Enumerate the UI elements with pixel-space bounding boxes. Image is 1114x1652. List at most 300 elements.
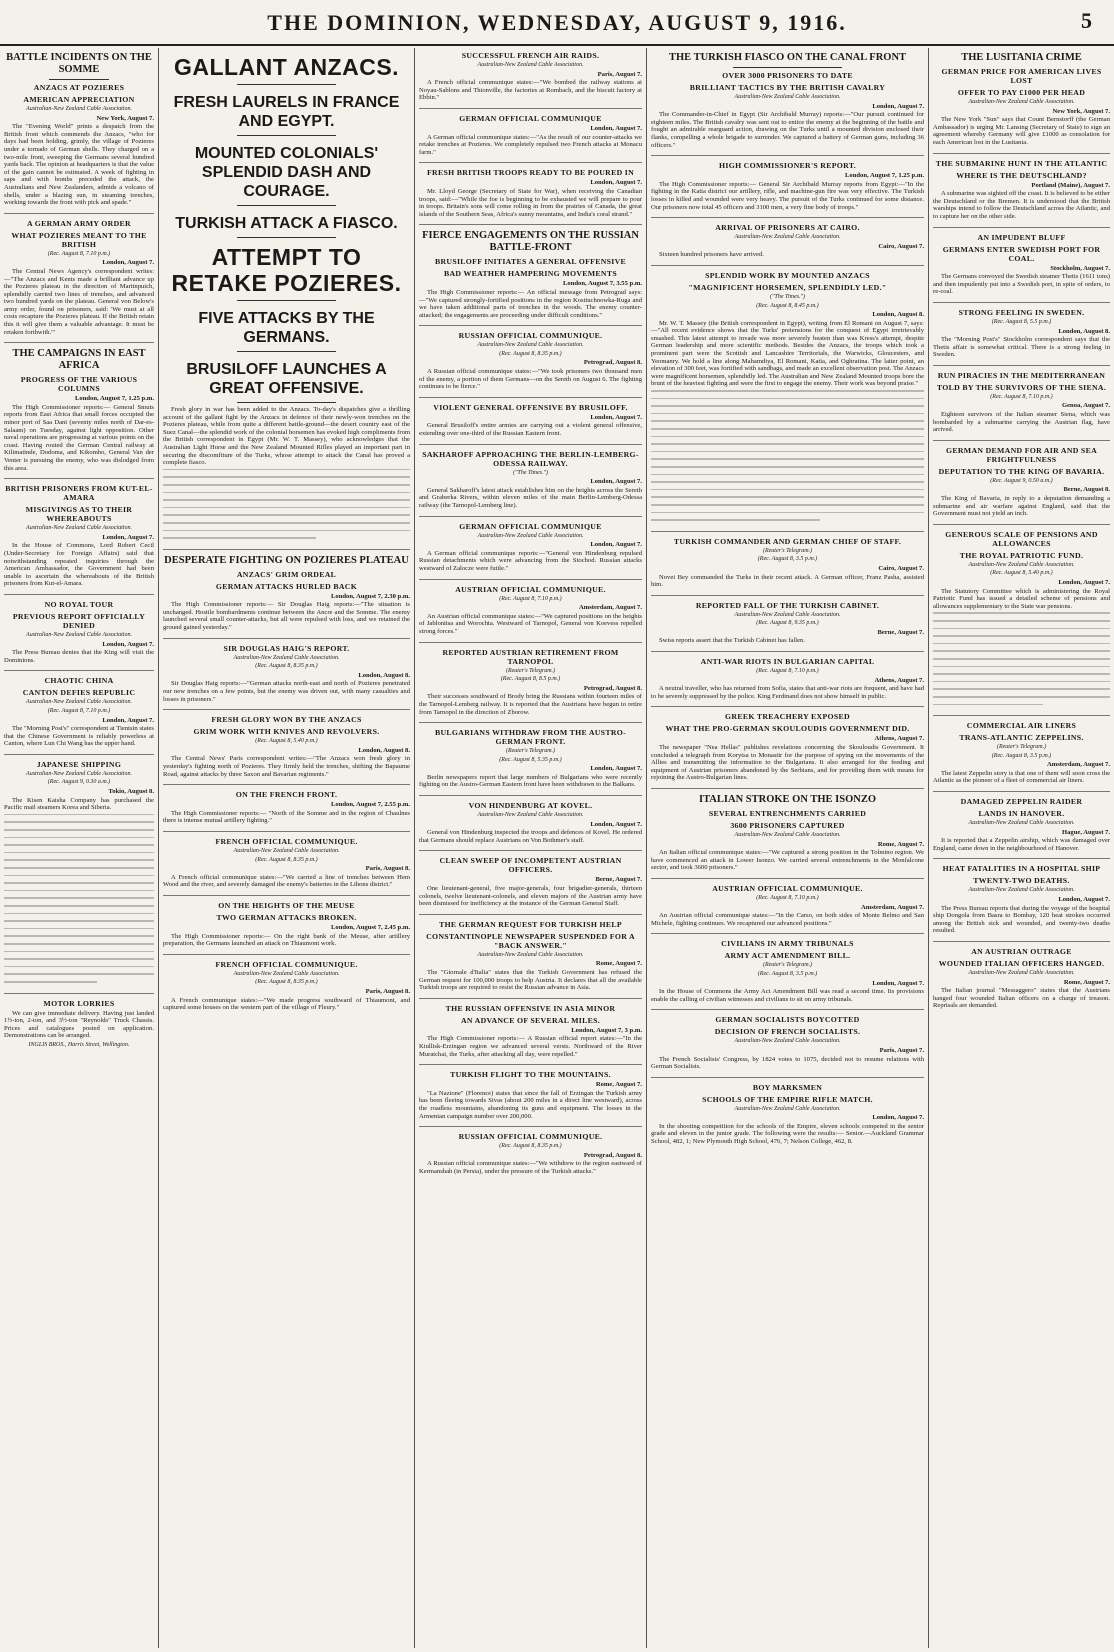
article-body: The Germans convoyed the Swedish steamer Thetis (1611 tons) and then impudently put into a Swedish port, in spite of orders, to re-coal. [933,273,1110,296]
credit-line: Australian-New Zealand Cable Association. [233,847,340,854]
article-boy-marksmen [651,1083,924,1152]
article-japanese-shipping [4,760,154,994]
column-3 [414,48,646,1648]
subheadline: CANTON DEFIES REPUBLIC [22,688,136,698]
headline: ON THE FRENCH FRONT. [235,790,338,800]
subheadline: TWO GERMAN ATTACKS BROKEN. [216,912,357,922]
article-body: "La Nazione" (Florence) states that since the fall of Erzingan the Turkish army has been fleeing towards Sivas (about 200 miles in a direct line westward), across the roadless mountains, abandoning its guns and equipment. The losses in the Armenian campaign number over 200,000. [419,1089,642,1120]
article-high-commissioner [651,161,924,218]
subheadline: WHERE IS THE DEUTSCHLAND? [956,170,1087,180]
article-french-front [163,790,410,832]
credit-line: Australian-New Zealand Cable Association. [26,699,132,706]
credit-line: Australian-New Zealand Cable Association. [26,770,132,777]
dateline: Petrograd, August 8. [583,1151,642,1159]
received-line: (Rec. August 8, 3.5 p.m.) [757,556,818,563]
article-submarine-hunt [933,159,1110,228]
received-line: (Rec. August 8, 5.40 p.m.) [990,570,1053,577]
headline: TURKISH COMMANDER AND GERMAN CHIEF OF STAFF. [673,536,902,546]
article-body: Eighteen survivors of the Italian steamer Siena, which was bombarded by a submarine carrying the Austrian flag, have arrived. [933,411,1110,434]
headline: RUN PIRACIES IN THE MEDITERRANEAN [937,370,1106,380]
dateline: Cairo, August 7. [878,242,924,250]
credit-line: Australian-New Zealand Cable Association. [968,561,1075,568]
unreadable-text [4,814,154,983]
article-body: Novei Bey commanded the Turks in their recent attack. A German officer, Franz Pasha, assisted him. [651,573,924,589]
dateline: Paris, August 7. [597,70,642,78]
subheadline: CONSTANTINOPLE NEWSPAPER SUSPENDED FOR A "BACK ANSWER." [426,931,635,950]
credit-line: Australian-New Zealand Cable Association. [734,832,841,838]
subheadline: WHAT THE PRO-GERMAN SKOULOUDIS GOVERNMENT DID. [665,724,910,734]
headline: FRENCH OFFICIAL COMMUNIQUE. [215,836,358,846]
headline: HEAT FATALITIES IN A HOSPITAL SHIP [942,864,1101,874]
article-lusitania [933,52,1110,154]
dateline: Amsterdam, August 7. [1046,761,1110,769]
column-1 [0,48,158,1648]
headline: AUSTRIAN OFFICIAL COMMUNIQUE. [712,883,863,893]
article-body: One lieutenant-general, five major-generals, four brigadier-generals, thirteen colonels, twelve lieutenant-colonels, and eleven majors of the Austrian army have been dismissed for inefficiency at the instance of the German General Staff. [419,885,642,908]
headline: THE TURKISH FIASCO ON THE CANAL FRONT [668,52,907,63]
received-line: (Rec. August 8, 7.10 p.m.) [756,894,819,901]
headline: ARRIVAL OF PRISONERS AT CAIRO. [715,223,860,233]
received-line: (Rec. August 8, 9.35 p.m.) [756,620,819,627]
credit-line: Australian-New Zealand Cable Association. [233,654,340,661]
article-turkish-fiasco [651,52,924,156]
dateline: Berne, August 7. [877,628,924,636]
headline: COMMERCIAL AIR LINERS [966,721,1077,731]
article-body: Their successes southward of Brody bring the Russians within fourteen miles of the Tarnopol-Lemberg railway. It is reported that the Austrians have begun to retire from Tarnopol in the direction of Zborow. [419,693,642,716]
credit-line: Australian-New Zealand Cable Association. [734,1105,841,1112]
article-battle-incidents [4,52,154,214]
subheadline: ANZACS' GRIM ORDEAL [236,569,337,579]
headline: REPORTED FALL OF THE TURKISH CABINET. [695,600,880,610]
column-2 [158,48,414,1648]
article-body: It is reported that a Zeppelin airship, which was damaged over England, came down in the neighbourhood of Hanover. [933,837,1110,852]
dateline: Genoa, August 7. [1062,402,1110,410]
article-body: A Russian official communique states:—"We withdrew to the region eastward of Kermanshah (in Persia), under the pressure of the Turkish attacks." [419,1160,642,1175]
article-turkish-cabinet [651,601,924,652]
article-fresh-glory [163,715,410,785]
subheadline: DECISION OF FRENCH SOCIALISTS. [714,1027,861,1037]
page-number: 5 [1081,8,1092,33]
article-austrian-officers [419,856,642,914]
subheadline: ARMY ACT AMENDMENT BILL. [724,951,851,961]
dateline: London, August 7, 2.30 p.m. [331,592,410,600]
dateline: New York, August 7. [1052,107,1110,115]
masthead [0,0,1114,46]
article-body: Swiss reports assert that the Turkish Cabinet has fallen. [659,637,805,645]
subheadline: OVER 3000 PRISONERS TO DATE [722,71,853,80]
article-body: The Press Bureau denies that the King will visit the Dominions. [4,649,154,664]
credit-line: (Reuter's Telegram.) [762,962,813,969]
subheadline: TRANS-ATLANTIC ZEPPELINS. [959,733,1084,743]
article-body: Sixteen hundred prisoners have arrived. [659,251,764,259]
article-royal-tour [4,600,154,671]
headline: GERMAN OFFICIAL COMMUNIQUE [459,521,602,531]
received-line: (Rec. August 9, 0.50 a.m.) [990,477,1053,484]
headline: HIGH COMMISSIONER'S REPORT. [719,161,856,171]
dateline: London, August 7. [872,1114,924,1122]
credit-line: Australian-New Zealand Cable Association. [734,611,841,618]
dateline: London, August 7. [590,765,642,773]
headline: GERMAN SOCIALISTS BOYCOTTED [715,1015,860,1025]
credit-line: Australian-New Zealand Cable Association. [968,887,1075,894]
headline: ITALIAN STROKE ON THE ISONZO [699,794,876,805]
dateline: Rome, August 7. [877,840,924,848]
headline: GERMAN DEMAND FOR AIR AND SEA FRIGHTFULNESS [946,445,1097,464]
credit-line: Australian-New Zealand Cable Association. [26,525,132,532]
dateline: Rome, August 7. [595,1081,642,1089]
dateline: London, August 7. [1058,896,1110,904]
article-impudent-bluff [933,233,1110,303]
received-line: (Rec. August 8, 5.5 p.m.) [991,318,1052,325]
credit-line: Australian-New Zealand Cable Association. [477,532,584,539]
article-bulgarians-withdraw [419,728,642,796]
headline: ON THE HEIGHTS OF THE MEUSE [218,900,355,910]
article-body: The latest Zeppelin story is that one of them will soon cross the Atlantic as the pioneer of a fleet of commercial air liners. [933,769,1110,785]
subheadline: GERMAN PRICE FOR AMERICAN LIVES LOST [941,67,1102,85]
dateline: London, August 8. [358,671,410,679]
lead-headline-block [163,54,410,550]
article-haig-report [163,644,410,711]
newspaper-page [0,48,1114,1648]
received-line: (Rec. August 8, 8.35 p.m.) [255,979,318,986]
article-greek-treachery [651,712,924,789]
main-headline: GALLANT ANZACS. [173,54,400,80]
headline: SUCCESSFUL FRENCH AIR RAIDS. [461,51,600,60]
unreadable-text [163,469,410,539]
subheadline: BAD WEATHER HAMPERING MOVEMENTS [444,269,617,279]
headline: SAKHAROFF APPROACHING THE BERLIN-LEMBERG-ODESSA RAILWAY. [422,449,639,468]
headline: CIVILIANS IN ARMY TRIBUNALS [721,939,854,949]
credit-line: Australian-New Zealand Cable Association. [233,970,340,977]
article-body: The High Commissioner reports:— An official message from Petrograd says:—"We captured strongly-fortified positions in the region Kostiuchnowka-Ruga and we have taken additional parts of trenches in the woods. The enemy counter-attacked; the engagements are proceeding under difficult conditions." [419,288,642,319]
headline: THE SUBMARINE HUNT IN THE ATLANTIC [935,158,1108,168]
dateline: London, August 7. [590,541,642,549]
subheadline: THE ROYAL PATRIOTIC FUND. [959,550,1084,560]
subheadline: OFFER TO PAY £1000 PER HEAD [957,88,1086,97]
headline: VON HINDENBURG AT KOVEL. [468,801,593,811]
credit-line: ("The Times.") [769,293,806,300]
received-line: (Rec. August 8, 7.10 p.m.) [990,393,1053,400]
headline: JAPANESE SHIPPING [36,759,122,769]
headline: BRITISH PRISONERS FROM KUT-EL-AMARA [5,484,153,503]
summary-paragraph: Fresh glory in war has been added to the Anzacs. To-day's dispatches give a thrilling account of the gallant fight by the Anzacs in defence of their newly-won trenches on the Pozieres plateau, while from quite a different battle-ground—the desert country east of the Suez Canal—the splendid work of the colonial horsemen has evoked high compliments from the British correspondent in Egypt (Mr. W. T. Massey), who acknowledges that the Australian Light Horse and the New Zealand Mounted Rifles played an important part in securing the discomfiture of the Turks, whose attempt to attack the Canal has proved a complete fiasco. [163,406,410,467]
received-line: (Rec. August 9, 0.30 a.m.) [47,779,111,786]
article-russian-communique [419,331,642,398]
credit-line: ("The Times.") [512,469,549,476]
article-body: The High Commissioner reports:— "North of the Somme and in the region of Chaulnes there is intense mutual artillery fighting." [163,809,410,825]
article-body: Mr. W. T. Massey (the British correspondent in Egypt), writing from El Romani on August 7, says:—"All recent evidence shows that the Turks' pretensions for the conquest of Egypt irretrievably smashed. This latest attempt to invade was more severely beaten than was Kress's attempt, despite German leadership and more scientific methods. Besides the Anzacs, the troops which took a prominent part were the Scottish and Lancashire Territorials, the Warwicks, Gloucesters, and Yeomanry. We hold a line along Mahamdiya, El Romani, Katia, and Oghratina. The latter point, an elevation of 300 feet, was fortified with sandbags, and made an excellent observation post. The Anzacs were magnificent horsemen, splendidly led. The Australian and New Zealand Mounted troops bore the brunt of the heaviest fighting and were the first to engage the enemy. Their work was beyond praise." [651,319,924,388]
dateline: London, August 7. [102,640,154,648]
article-tarnopol [419,648,642,724]
article-body: The newspaper "Nea Hellas" publishes revelations concerning the Skouloudis Government. It concluded a telegraph from Korytsa to Monastir for the purpose of spying on the movements of the Allies and transmitting the information to the Bulgarians. It also arranged for the feeding and equipment of Austrian prisoners abandoned by the Serbians, and for providing them with means for rejoining the Austro-Bulgarian lines. [651,744,924,782]
advert-body: We can give immediate delivery. Having just landed 1½-ton, 2-ton, and 3½-ton "Reynolds" Truck Chassis. Prices and catalogues posted on application. Demonstrations can be arranged. [4,1009,154,1040]
article-austrian-outrage [933,947,1110,1016]
article-austrian-communique [419,585,642,643]
headline: AUSTRIAN OFFICIAL COMMUNIQUE. [455,584,606,594]
dateline: Paris, August 7. [879,1046,924,1054]
article-turkish-flight [419,1070,642,1127]
received-line: (Rec. August 8, 8.35 p.m.) [255,663,318,670]
credit-line: (Reuter's Telegram.) [762,547,813,554]
headline: MOTOR LORRIES [43,998,115,1008]
article-fresh-troops [419,168,642,225]
article-body: A Russian official communique states:—"We took prisoners two thousand men of the enemy, a portion of them Germans—on the Sereth on August 6. The fighting continues to be fierce." [419,368,642,391]
article-east-africa [4,348,154,479]
credit-line: Australian-New Zealand Cable Association. [968,99,1075,105]
headline: BATTLE INCIDENTS ON THE SOMME [6,52,152,75]
article-frightfulness [933,446,1110,525]
article-sakharoff [419,450,642,517]
headline: ANTI-WAR RIOTS IN BULGARIAN CAPITAL [700,657,875,667]
dateline: London, August 7, 2.55 p.m. [331,801,410,809]
credit-line: Australian-New Zealand Cable Association. [734,234,841,241]
article-body: The French Socialists' Congress, by 1824 votes to 1075, decided not to resume relations with German Socialists. [651,1055,924,1071]
article-body: A French official communique states:—"We carried a line of trenches between Hem Wood and the river, and severely damaged the enemy's batteries in the Lihons district." [163,873,410,889]
headline: RUSSIAN OFFICIAL COMMUNIQUE. [458,1132,603,1142]
dateline: London, August 7, 1.25 p.m. [845,172,924,180]
dateline: Stockholm, August 7. [1050,264,1110,272]
column-5 [928,48,1114,1648]
dateline: London, August 7. [590,413,642,421]
article-body: A submarine was sighted off the coast. It is believed to be either the Deutschland or the Bremen. It is understood that the British warships intend to follow the Deutschland across the Atlantic, and to capture her on the other side. [933,190,1110,220]
article-body: The Press Bureau reports that during the voyage of the hospital ship Dongola from Basra to Bombay, 120 heat strokes occurred among the British sick and wounded, and twenty-two deaths resulted. [933,904,1110,935]
article-body: A French official communique states:—"We bombed the railway stations at Noyau-Sablons and Thionville, the factories at Rombach, and the biscuit factory at Ebbin." [419,79,642,102]
received-line: (Rec. August 8, 5.40 p.m.) [255,738,318,745]
dateline: London, August 7. [1058,579,1110,586]
article-meuse [163,901,410,955]
article-body: The High Commissioner reports:— A Russian official report states:—"In the Kiullisk-Erzingan region we advanced several versts. Northward of the River Muratchai, the Turks, after attacking all day, were repelled." [419,1035,642,1058]
article-body: Mr. Lloyd George (Secretary of State for War), when receiving the Canadian troops, said:—"While the foe is beginning to be exhausted we will prepare to pour in troops. Britain's sons will come rolling in from the prairies of Canada, the great islands of the Southern Seas, Africa's sunny mountains, and India's coral strand." [419,187,642,218]
unreadable-text [933,612,1110,705]
dateline: Berne, August 8. [1063,486,1110,494]
dateline: Amsterdam, August 7. [578,604,642,612]
article-body: An Austrian official communique states:—"We captured positions on the heights of Jablonitsa and Worochta. Westward of Tarnopol, General von Koevess repelled strong forces." [419,612,642,635]
article-air-liners [933,721,1110,792]
subheadline: MISGIVINGS AS TO THEIR WHEREABOUTS [25,505,133,524]
subheadline: GERMAN ATTACKS HURLED BACK [215,581,358,591]
dateline: London, August 7. [872,102,924,110]
credit-line: Australian-New Zealand Cable Association. [734,1038,841,1045]
article-body: In the shooting competition for the schools of the Empire, eleven schools competed in the senior grade and eleven in the junior grade. The following were the results:— Senior.—Auckland Grammar School, 482, 1; New Plymouth High School, 476, 7; Nelson College, 462, 8. [651,1122,924,1146]
credit-line: Australian-New Zealand Cable Association. [477,812,584,819]
article-mounted-anzacs [651,271,924,532]
article-body: The "Evening World" prints a despatch from the British front which commends the Anzacs, "who for days had been holding, grimly, the village of Pozieres under a tornado of German shells. They charged on a two-mile front, sweeping the Germans several hundred yards back. The opinion at headquarters is that the value of the gain cannot be estimated. A week of fighting in saps and with bombs preceded the attack, the Australians and New Zealanders, admids a volcano of shells, under a blazing sun, in steaming trenches, working towards the front with pick and spade." [4,123,154,207]
article-chaotic-china [4,676,154,755]
deck-headline: BRUSILOFF LAUNCHES A GREAT OFFENSIVE. [186,361,387,397]
credit-line: Australian-New Zealand Cable Association. [968,820,1075,827]
article-asia-minor [419,1004,642,1065]
received-line: (Rec. August 8, 7.10 p.m.) [47,250,111,257]
dateline: Cairo, August 7. [878,564,924,572]
dateline: London, August 7, 3 p.m. [571,1026,642,1034]
credit-line: Australian-New Zealand Cable Association. [477,342,584,349]
deck-headline: FRESH LAURELS IN FRANCE AND EGYPT. [173,94,400,130]
credit-line: Australian-New Zealand Cable Association. [734,94,841,100]
dateline: Paris, August 8. [365,865,410,873]
newspaper-title: THE DOMINION, WEDNESDAY, AUGUST 9, 1916. [267,10,847,35]
dateline: London, August 7. [102,259,154,267]
advertiser: INGLIS BROS., Harris Street, Wellington. [28,1041,130,1048]
headline: RUSSIAN OFFICIAL COMMUNIQUE. [458,331,603,341]
article-french-communique [163,837,410,896]
subheadline: AN ADVANCE OF SEVERAL MILES. [460,1015,601,1025]
article-russian-front [419,230,642,326]
headline: STRONG FEELING IN SWEDEN. [958,307,1085,317]
subheadline: "MAGNIFICENT HORSEMEN, SPLENDIDLY LED." [688,282,887,292]
article-body: An Austrian official communique states:—"In the Carso, on both sides of Monte Belmo and San Michele, fighting continues. We recaptured our advanced positions." [651,912,924,927]
subheadline: TWENTY-TWO DEATHS. [973,876,1070,886]
article-pozieres-fighting [163,555,410,639]
received-line: (Rec. August 8, 8.35 p.m.) [255,856,318,863]
dateline: London, August 8. [1058,327,1110,335]
article-bulgarian-riots [651,657,924,707]
article-body: A neutral traveller, who has returned from Sofia, states that anti-war riots are frequent, and have had to be severely suppressed by the police. King Ferdinand does not show himself in public. [651,685,924,700]
dateline: Petrograd, August 8. [583,684,642,692]
dateline: London, August 7. [590,478,642,486]
headline: THE LUSITANIA CRIME [961,52,1082,63]
article-body: The "Giornale d'Italia" states that the Turkish Government has refused the German request for 100,000 troops to help Austria. It declares that all the available Turkish troops are required to resist the Russian advance in Asia. [419,969,642,992]
subheadline: SCHOOLS OF THE EMPIRE RIFLE MATCH. [702,1094,873,1104]
dateline: London, August 7. [102,533,154,541]
received-line: (Rec. August 8, 5.35 p.m.) [499,756,562,763]
credit-line: (Reuter's Telegram.) [505,748,556,755]
received-line: (Rec. August 8, 8.5 p.m.) [500,676,561,683]
deck-headline: TURKISH ATTACK A FIASCO. [175,215,398,232]
deck-headline: ATTEMPT TO RETAKE POZIERES. [171,244,402,296]
article-body: General Sakharoff's latest attack establishes him on the heights across the Sereth and Graberka Rivers, within eleven miles of the main Berlin-Lemberg-Odessa railway (the Tarnopol-Lemberg line). [419,486,642,509]
subheadline: AMERICAN APPRECIATION [23,95,135,104]
dateline: London, August 7. [590,820,642,828]
credit-line: Australian-New Zealand Cable Association. [26,106,132,112]
article-body: The High Commissioner reports:— General Smuts reports from East Africa that small forces occupied the minor port of Saa Dani (seventy miles north of Dar-es-Salaam) on Tuesday, against light opposition. Other naval operations are progressing at various points on the coast. Having routed the German Central railway at Kilimatinde, Dodoma, and Kikombo, General Van der Venter is pursuing the enemy, who was dislodged from this area. [4,403,154,472]
subheadline: PROGRESS OF THE VARIOUS COLUMNS [20,375,138,394]
received-line: (Rec. August 8, 3.5 p.m.) [757,970,818,977]
article-french-communique-2 [163,960,410,1018]
headline: THE CAMPAIGNS IN EAST AFRICA [12,348,146,372]
article-french-air-raids [419,51,642,109]
headline: AN IMPUDENT BLUFF [977,232,1066,242]
article-turkish-help [419,920,642,999]
received-line: (Rec. August 8, 8.45 p.m.) [756,302,819,309]
article-body: Sir Douglas Haig reports:—"German attacks north-east and north of Pozieres penetrated our new trenches on a few points, but the enemy was driven out, with many casualties and losses in prisoners." [163,680,410,703]
article-body: General von Hindenburg inspected the troops and defences of Kovel. He ordered that Germans should replace Austrians on Von Bothmer's staff. [419,829,642,844]
dateline: London, August 7. [590,179,642,187]
received-line: (Rec. August 8, 7.10 p.m.) [499,595,562,602]
headline: GERMAN OFFICIAL COMMUNIQUE [459,113,602,123]
headline: THE RUSSIAN OFFENSIVE IN ASIA MINOR [445,1003,616,1013]
article-body: The "Morning Post's" correspondent at Tientsin states that the Chinese Government is reliably powerless at Canton, where Lun Chi Wang has the upper hand. [4,725,154,748]
received-line: (Rec. August 8, 7.10 p.m.) [756,668,819,675]
dateline: London, August 7, 2.45 p.m. [331,923,410,931]
article-brusiloff-offensive [419,403,642,445]
headline: DESPERATE FIGHTING ON POZIERES PLATEAU [164,554,409,566]
article-german-communique [419,114,642,163]
subheadline: GERMANS ENTER SWEDISH PORT FOR COAL. [942,244,1101,263]
subheadline: WHAT POZIERES MEANT TO THE BRITISH [11,230,147,249]
headline: FRESH BRITISH TROOPS READY TO BE POURED IN [426,168,635,178]
headline: AN AUSTRIAN OUTRAGE [971,947,1072,956]
headline: TURKISH FLIGHT TO THE MOUNTAINS. [450,1070,611,1080]
article-russian-communique-2 [419,1132,642,1181]
article-heat-fatalities [933,864,1110,942]
deck-headline: FIVE ATTACKS BY THE GERMANS. [198,310,375,346]
headline: FIERCE ENGAGEMENTS ON THE RUSSIAN BATTLE-FRONT [422,230,639,254]
dateline: Petrograd, August 8. [583,359,642,367]
article-prisoners-cairo [651,223,924,266]
dateline: Athens, August 7. [874,676,924,684]
credit-line: Australian-New Zealand Cable Association. [26,631,132,638]
received-line: (Rec. August 8, 3.5 p.m.) [991,752,1052,759]
headline: SIR DOUGLAS HAIG'S REPORT. [223,643,350,653]
dateline: London, August 8. [872,311,924,319]
headline: GENEROUS SCALE OF PENSIONS AND ALLOWANCES [945,529,1098,548]
article-body: An Italian official communique states:—"We captured a strong position in the Tolmino region. We have commenced an attack in Lower Isonzo. We carried several entrenchments in the Monfalcone sector, and took 3600 prisoners." [651,849,924,872]
subheadline: PREVIOUS REPORT OFFICIALLY DENIED [12,611,146,630]
article-body: A German official communique reports:—"General von Hindenburg repulsed Russian detachments which were advancing from the Stochod. Russian attacks westward of Zalocze were futile." [419,549,642,572]
subheadline: DEPUTATION TO THE KING OF BAVARIA. [938,466,1105,476]
article-body: General Brusiloff's entire armies are carrying out a violent general offensive, extending over one-third of the Russian Eastern front. [419,422,642,438]
article-body: The High Commissioner reports:— General Sir Archibald Murray reports from Egypt:—"In the fighting in the Katia district our artillery, rifle, and machine-gun fire was very effective. The Turkish losses in killed and wounded were very heavy. The pursuit of the Turks continued for some distance. Our prisoners now total 45 officers and 3100 men, a very fine body of troops." [651,180,924,211]
column-4 [646,48,928,1648]
article-body: The Central News Agency's correspondent writes:—"The Anzacs and Kents made a brilliant advance up the Pozieres plateau in the direction of Martinpuich, splendidly carried two lines of trenches, and advanced two hundred yards on the plateau. General von Below's army order, found on prisoners, said: 'We must at all costs recapture the Pozieres plateau. If the British retain this it will give them a valuable advantage. It must be retaken forthwith.'" [4,267,154,336]
article-body: The Commander-in-Chief in Egypt (Sir Archibald Murray) reports:—"Our pursuit continued for eighteen miles. The British cavalry was sent out to entice the enemy at the beginning of the battle and fought an admirable rearguard action, drawing on the Turks until a mounted division enclosed their flanks, compelling a whole brigade to surrender. We captured a battery of German guns, including 36 officers." [651,111,924,149]
advertisement-motor-lorries [4,999,154,1055]
subheadline: ANZACS AT POZIERES [33,83,125,92]
unreadable-text [651,390,924,521]
dateline: Amsterdam, August 7. [860,903,924,911]
headline: VIOLENT GENERAL OFFENSIVE BY BRUSILOFF. [433,402,628,412]
dateline: New York, August 7. [96,114,154,122]
dateline: London, August 7, 1.25 p.m. [75,395,154,403]
article-body: In the House of Commons the Army Act Amendment Bill was read a second time. Its provisions enable the calling of civilian witnesses and civilians to sit on army tribunals. [651,988,924,1003]
article-army-tribunals [651,939,924,1010]
deck-headline: MOUNTED COLONIALS' SPLENDID DASH AND COURAGE. [194,145,379,200]
article-body: The High Commissioner reports:— Sir Douglas Haig reports:—"The situation is unchanged. Hostile bombardments continue between the Ancre and the Somme. The enemy launched several small counter-attacks, but all were repulsed with loss, and we retained the ground gained yesterday." [163,601,410,632]
article-body: Berlin newspapers report that large numbers of Bulgarians who were recently fighting on the Austro-German Eastern front have been withdrawn to the Balkans. [419,773,642,789]
dateline: Portland (Maine), August 7. [1031,181,1110,189]
article-body: The High Commissioner reports:— On the right bank of the Meuse, after artillery preparation, the Germans launched an attack on Thiaumont work. [163,932,410,948]
dateline: London, August 7. [590,124,642,132]
headline: NO ROYAL TOUR [44,599,114,609]
credit-line: (Reuter's Telegram.) [505,667,556,674]
article-pensions [933,530,1110,716]
headline: FRESH GLORY WON BY THE ANZACS [211,715,362,725]
article-hindenburg-kovel [419,801,642,851]
subheadline: TOLD BY THE SURVIVORS OF THE SIENA. [936,382,1107,392]
article-body: The Kisen Kaisha Company has purchased the Pacific mail steamers Korea and Siberia. [4,796,154,812]
article-isonzo [651,794,924,879]
subheadline: WOUNDED ITALIAN OFFICERS HANGED. [938,959,1105,968]
credit-line: Australian-New Zealand Cable Association. [968,970,1075,976]
article-body: A French communique states:—"We made progress southward of Thiaumont, and captured some houses on the western part of the village of Fleury." [163,996,410,1012]
credit-line: (Reuter's Telegram.) [996,744,1047,751]
dateline: Hague, August 7. [1062,828,1110,836]
headline: CHAOTIC CHINA [44,676,114,686]
credit-line: Australian-New Zealand Cable Association. [477,951,584,958]
headline: DAMAGED ZEPPELIN RAIDER [960,797,1083,807]
article-austrian-communique-2 [651,884,924,934]
received-line: (Rec. August 8, 8.35 p.m.) [499,1143,562,1150]
article-german-communique-2 [419,522,642,580]
article-german-socialists [651,1015,924,1077]
subheadline: BRILLIANT TACTICS BY THE BRITISH CAVALRY [689,83,886,92]
article-body: In the House of Commons, Lord Robert Cecil (Under-Secretary for Foreign Affairs) said that notwithstanding repeated inquiries through the American Ambassador, the Government had been unable to ascertain the whereabouts of the British prisoners from Kut-el-Amara. [4,542,154,588]
article-german-army-order [4,219,154,344]
dateline: Paris, August 8. [365,987,410,995]
received-line: (Rec. August 8, 8.35 p.m.) [499,350,562,357]
dateline: London, August 7. [102,716,154,724]
headline: REPORTED AUSTRIAN RETIREMENT FROM TARNOPOL [442,647,619,666]
